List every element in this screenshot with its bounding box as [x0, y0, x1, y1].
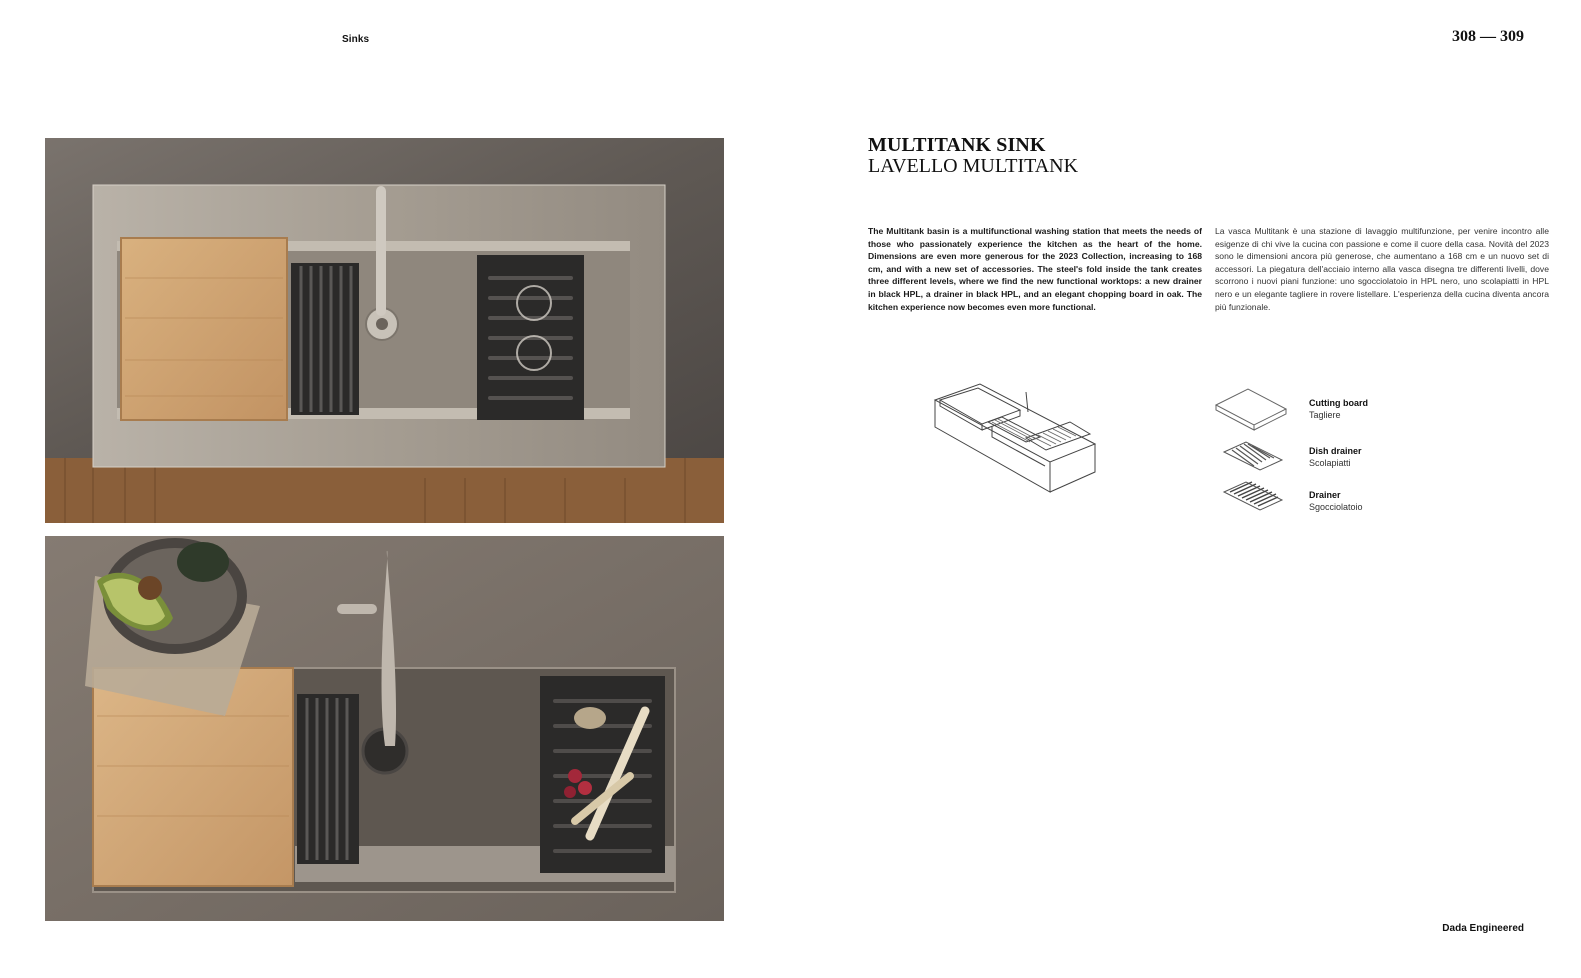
drainer-icon: [1222, 480, 1284, 519]
section-label: Sinks: [342, 34, 370, 45]
description-en: The Multitank basin is a multifunctional washing station that meets the needs of those who passionately experience the kitchen as the heart of the home. Dimensions are even more generous for the 2023 Collection, increasing to 168 cm, and with a new set of accessories. The steel's fold inside the tank creates three different levels, where we find the new functional worktops: a new drainer in black HPL, a drainer in black HPL, and an elegant chopping board in oak. The kitchen experience now becomes even more functional.: [868, 226, 1202, 312]
accessory-name-it: Scolapiatti: [1309, 457, 1351, 468]
accessory-name: Dish drainer: [1309, 446, 1362, 456]
dish-drainer-icon: [1222, 440, 1284, 477]
accessory-name: Drainer: [1309, 490, 1341, 500]
sink-photo-bottom: [45, 536, 724, 921]
accessory-cutting-board: [1309, 398, 1368, 421]
accessory-drainer: [1309, 490, 1363, 513]
accessory-name-it: Tagliere: [1309, 409, 1341, 420]
accessory-name-it: Sgocciolatoio: [1309, 501, 1363, 512]
accessory-dish-drainer: [1309, 446, 1362, 469]
product-title-it: LAVELLO MULTITANK: [868, 155, 1079, 177]
cutting-board-icon: [1212, 385, 1292, 440]
sink-photo-top: [45, 138, 724, 523]
page-numbers: 308 — 309: [1452, 28, 1524, 45]
product-title-en: MULTITANK SINK: [868, 134, 1046, 156]
product-title: [868, 135, 1078, 177]
description-it: La vasca Multitank è una stazione di lavaggio multifunzione, per venire incontro alle esigenze di chi vive la cucina con passione e come il cuore della casa. Novità del 2023 sono le dimensioni ancora più generose, che aumentano a 168 cm e un nuovo set di accessori. La piegatura dell'acciaio interno alla vasca disegna tre differenti livelli, dove scorrono i nuovi piani funzione: uno sgocciolatoio in HPL nero, uno scolapiatti in HPL nero e un elegante tagliere in rovere listellare. L'esperienza della cucina diventa ancora più funzionale.: [1215, 226, 1549, 312]
sink-isometric-diagram: [930, 382, 1100, 517]
brand-footer: Dada Engineered: [1442, 923, 1524, 934]
accessory-name: Cutting board: [1309, 398, 1368, 408]
